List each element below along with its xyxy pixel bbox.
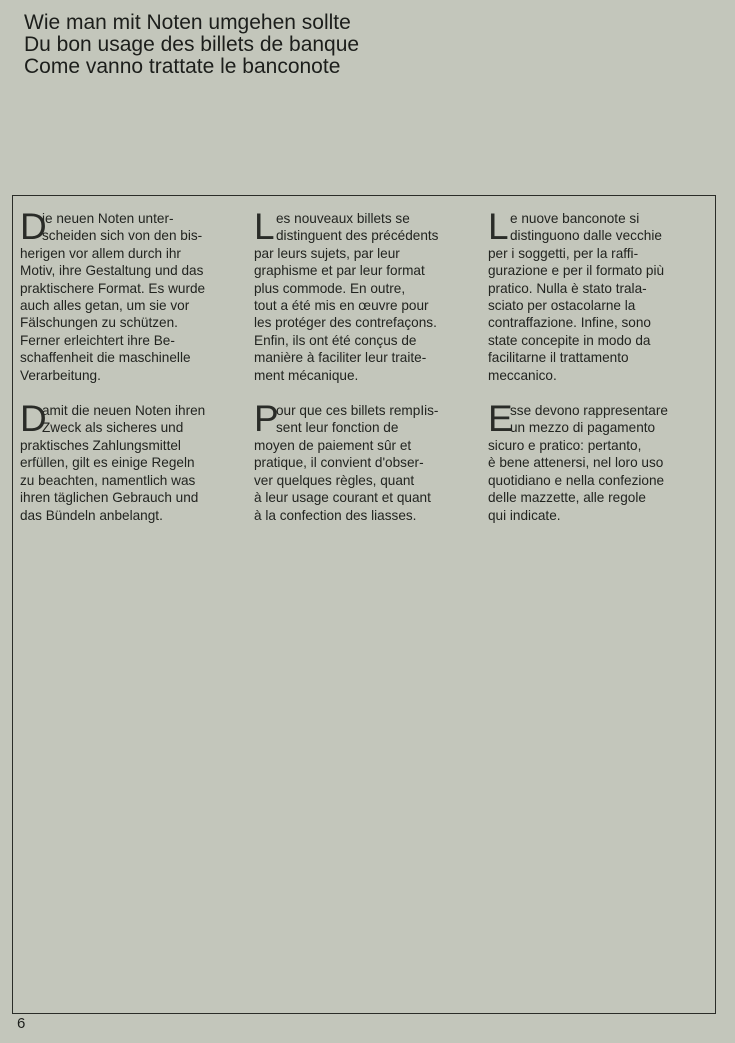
text-line: zu beachten, namentlich was bbox=[20, 472, 196, 488]
paragraph-italian-1 bbox=[488, 206, 710, 384]
text-line: praktischere Format. Es wurde bbox=[20, 280, 206, 296]
text-line: quotidiano e nella confezione bbox=[488, 472, 665, 488]
text-line: facilitarne il trattamento bbox=[488, 350, 629, 366]
text-line: herigen vor allem durch ihr bbox=[20, 245, 181, 261]
text-line: sent leur fonction de bbox=[276, 420, 399, 436]
drop-cap: D bbox=[20, 206, 47, 247]
page-number: 6 bbox=[17, 1015, 26, 1032]
drop-cap: D bbox=[20, 398, 47, 440]
text-line: gurazione e per il formato più bbox=[488, 263, 665, 279]
text-line: ie neuen Noten unter- bbox=[42, 211, 174, 226]
text-line: delle mazzette, alle regole bbox=[488, 490, 646, 506]
text-line: un mezzo di pagamento bbox=[510, 420, 656, 436]
text-line: praktisches Zahlungsmittel bbox=[20, 437, 181, 453]
text-line: Verarbeitung. bbox=[20, 367, 101, 383]
text-line: ver quelques règles, quant bbox=[254, 472, 415, 488]
text-line: Ferner erleichtert ihre Be- bbox=[20, 332, 175, 348]
text-line: meccanico. bbox=[488, 367, 557, 383]
text-line: ment mécanique. bbox=[254, 367, 359, 383]
text-line: pratique, il convient d'obser- bbox=[254, 455, 424, 471]
text-line: our que ces billets rempIis- bbox=[276, 403, 439, 419]
text-line: sicuro e pratico: pertanto, bbox=[488, 437, 642, 453]
title-italian: Come vanno trattate le banconote bbox=[24, 55, 341, 78]
text-line: e nuove banconote si bbox=[510, 211, 640, 226]
paragraph-german-1 bbox=[20, 206, 242, 384]
text-line: par leurs sujets, par leur bbox=[254, 245, 400, 261]
text-line: è bene attenersi, nel loro uso bbox=[488, 455, 664, 471]
text-line: scheiden sich von den bis- bbox=[42, 228, 203, 244]
page-titles bbox=[24, 12, 359, 78]
text-line: contraffazione. Infine, sono bbox=[488, 315, 651, 331]
paragraph-italian-2 bbox=[488, 398, 710, 524]
text-line: à leur usage courant et quant bbox=[254, 490, 431, 506]
text-line: pratico. Nulla è stato trala- bbox=[488, 280, 647, 296]
paragraph-german-2 bbox=[20, 398, 242, 524]
text-line: Motiv, ihre Gestaltung und das bbox=[20, 263, 204, 279]
text-line: les protéger des contrefaçons. bbox=[254, 315, 437, 331]
column-italian bbox=[488, 206, 710, 542]
text-line: plus commode. En outre, bbox=[254, 280, 406, 296]
text-line: distinguent des précédents bbox=[276, 228, 439, 244]
title-french: Du bon usage des billets de banque bbox=[24, 33, 360, 56]
text-line: ihren täglichen Gebrauch und bbox=[20, 490, 199, 506]
text-line: Zweck als sicheres und bbox=[42, 420, 184, 436]
column-french bbox=[254, 206, 476, 542]
text-line: distinguono dalle vecchie bbox=[510, 228, 662, 244]
text-line: graphisme et par leur format bbox=[254, 263, 425, 279]
drop-cap: P bbox=[254, 398, 279, 440]
text-line: à la confection des liasses. bbox=[254, 507, 417, 523]
text-line: sciato per ostacolarne la bbox=[488, 298, 636, 314]
drop-cap: E bbox=[488, 398, 513, 440]
text-line: state concepite in modo da bbox=[488, 332, 651, 348]
text-line: auch alles getan, um sie vor bbox=[20, 298, 190, 314]
title-german: Wie man mit Noten umgehen sollte bbox=[24, 11, 351, 34]
text-line: moyen de paiement sûr et bbox=[254, 437, 412, 453]
text-line: Enfin, ils ont été conçus de bbox=[254, 332, 417, 348]
text-line: sse devono rappresentare bbox=[510, 403, 668, 419]
column-german bbox=[20, 206, 242, 542]
text-line: Fälschungen zu schützen. bbox=[20, 315, 178, 331]
text-line: schaffenheit die maschinelle bbox=[20, 350, 191, 366]
paragraph-french-2 bbox=[254, 398, 476, 524]
text-line: qui indicate. bbox=[488, 507, 561, 523]
text-line: per i soggetti, per la raffi- bbox=[488, 245, 639, 261]
text-line: tout a été mis en œuvre pour bbox=[254, 298, 429, 314]
text-line: amit die neuen Noten ihren bbox=[42, 403, 206, 419]
paragraph-french-1 bbox=[254, 206, 476, 384]
drop-cap: L bbox=[254, 206, 275, 247]
drop-cap: L bbox=[488, 206, 509, 247]
text-line: manière à faciliter leur traite- bbox=[254, 350, 427, 366]
text-line: erfüllen, gilt es einige Regeln bbox=[20, 455, 195, 471]
text-line: das Bündeln anbelangt. bbox=[20, 507, 163, 523]
text-line: es nouveaux billets se bbox=[276, 211, 410, 226]
